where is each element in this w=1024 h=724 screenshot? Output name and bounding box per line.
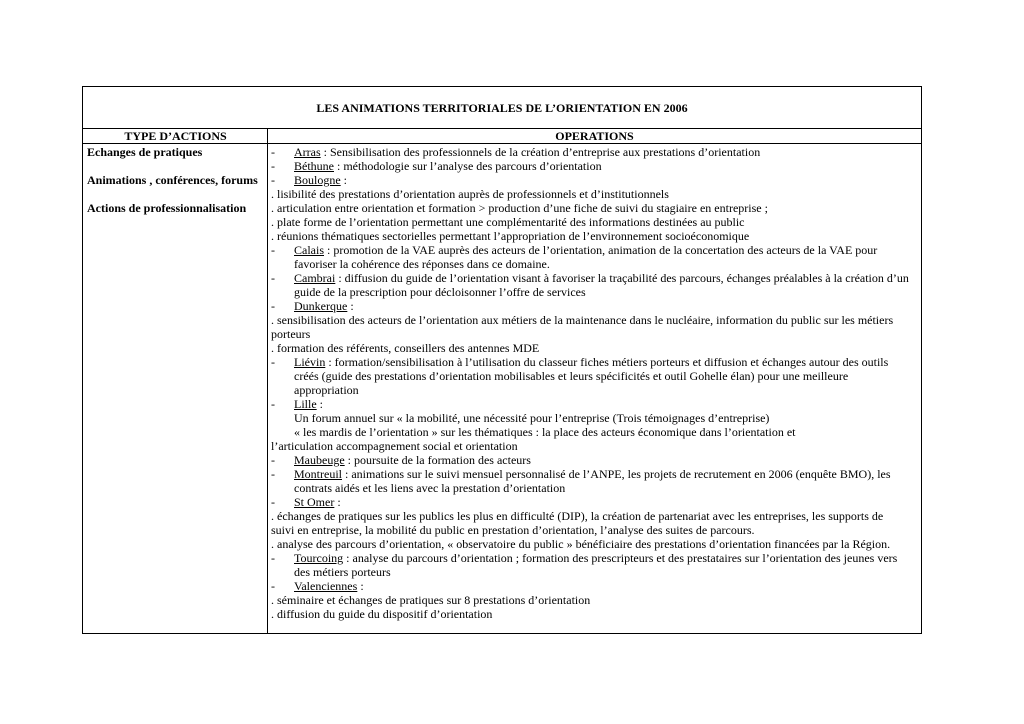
line-calais-cont: favoriser la cohérence des réponses dans ce domaine.: [294, 257, 550, 271]
type-professionnalisation: Actions de professionnalisation: [87, 201, 247, 215]
city-dunkerque: Dunkerque: [294, 299, 348, 313]
line-lievin: - Liévin : formation/sensibilisation à l’utilisation du classeur fiches métiers porteurs et diffusion et échanges autour des outils: [271, 355, 889, 369]
line-lille: - Lille :: [271, 397, 324, 411]
line-lille2: « les mardis de l’orientation » sur les thématiques : la place des acteurs économique dans l’orientation et: [294, 425, 796, 439]
city-cambrai: Cambrai: [294, 271, 336, 285]
line-calais: - Calais : promotion de la VAE auprès des acteurs de l’orientation, animation de la concertation des acteurs de la VAE pour: [271, 243, 878, 257]
line-lille3: l’articulation accompagnement social et orientation: [271, 439, 518, 453]
line-dunkerque: - Dunkerque :: [271, 299, 354, 313]
line-v2: . diffusion du guide du dispositif d’orientation: [271, 607, 493, 621]
operations-column: [271, 145, 919, 621]
header-row: [83, 129, 921, 144]
line-stomer: - St Omer :: [271, 495, 341, 509]
line-valenciennes: - Valenciennes :: [271, 579, 364, 593]
line-v1: . séminaire et échanges de pratiques sur 8 prestations d’orientation: [271, 593, 591, 607]
line-b4: . réunions thématiques sectorielles permettant l’appropriation de l’environnement socioéconomique: [271, 229, 750, 243]
line-montreuil: - Montreuil : animations sur le suivi mensuel personnalisé de l’ANPE, les projets de recrutement en 2006 (enquête BMO), les: [271, 467, 891, 481]
line-tourcoing-cont: des métiers porteurs: [294, 565, 391, 579]
city-boulogne: Boulogne: [294, 173, 341, 187]
line-tourcoing: - Tourcoing : analyse du parcours d’orientation ; formation des prescripteurs et des prestataires sur l’orientation des jeunes vers: [271, 551, 898, 565]
line-maubeuge: - Maubeuge : poursuite de la formation des acteurs: [271, 453, 531, 467]
operations-table: [82, 86, 922, 634]
line-cambrai-cont: guide de la prescription pour décloisonner l’offre de services: [294, 285, 586, 299]
city-calais: Calais: [294, 243, 324, 257]
line-arras: - Arras : Sensibilisation des professionnels de la création d’entreprise aux prestations d’orientation: [271, 145, 761, 159]
type-echanges: Echanges de pratiques: [87, 145, 203, 159]
line-montreuil-cont: contrats aidés et les liens avec la prestation d’orientation: [294, 481, 566, 495]
line-cambrai: - Cambrai : diffusion du guide de l’orientation visant à favoriser la traçabilité des parcours, échanges préalables à la création d’un: [271, 271, 909, 285]
line-b1: . lisibilité des prestations d’orientation auprès de professionnels et d’institutionnels: [271, 187, 669, 201]
city-tourcoing: Tourcoing: [294, 551, 344, 565]
city-valenciennes: Valenciennes: [294, 579, 358, 593]
line-d1: . sensibilisation des acteurs de l’orientation aux métiers de la maintenance dans le nucléaire, information du public sur les métiers: [271, 313, 894, 327]
line-d2: . formation des référents, conseillers des antennes MDE: [271, 341, 540, 355]
line-lievin-cont1: créés (guide des prestations d’orientation mobilisables et leurs spécificités et outil Gohelle élan) pour une meilleure: [294, 369, 849, 383]
column-divider: [267, 129, 268, 633]
line-s1-cont: suivi en entreprise, la mobilité du public en prestation d’orientation, l’analyse des suites de parcours.: [271, 523, 755, 537]
city-lievin: Liévin: [294, 355, 326, 369]
line-b3: . plate forme de l’orientation permettant une complémentarité des informations destinées au public: [271, 215, 745, 229]
line-boulogne: - Boulogne :: [271, 173, 348, 187]
header-operations: OPERATIONS: [555, 129, 634, 143]
page-title: LES ANIMATIONS TERRITORIALES DE L’ORIENTATION EN 2006: [316, 101, 688, 115]
line-lille1: Un forum annuel sur « la mobilité, une nécessité pour l’entreprise (Trois témoignages d’entreprise): [294, 411, 770, 425]
line-b2: . articulation entre orientation et formation > production d’une fiche de suivi du stagiaire en entreprise ;: [271, 201, 768, 215]
line-bethune: - Béthune : méthodologie sur l’analyse des parcours d’orientation: [271, 159, 602, 173]
city-arras: Arras: [294, 145, 321, 159]
city-maubeuge: Maubeuge: [294, 453, 345, 467]
city-lille: Lille: [294, 397, 317, 411]
title-row: [83, 87, 921, 129]
header-type-actions: TYPE D’ACTIONS: [124, 129, 227, 143]
line-s1: . échanges de pratiques sur les publics les plus en difficulté (DIP), la création de partenariat avec les entreprises, les supports de: [271, 509, 884, 523]
type-animations: Animations , conférences, forums: [87, 173, 258, 187]
type-actions-column: [87, 145, 265, 215]
line-s2: . analyse des parcours d’orientation, « observatoire du public » bénéficiaire des prestations d’orientation financées par la Région.: [271, 537, 891, 551]
city-bethune: Béthune: [294, 159, 334, 173]
city-montreuil: Montreuil: [294, 467, 342, 481]
line-lievin-cont2: appropriation: [294, 383, 359, 397]
city-stomer: St Omer: [294, 495, 335, 509]
line-d1-cont: porteurs: [271, 327, 311, 341]
